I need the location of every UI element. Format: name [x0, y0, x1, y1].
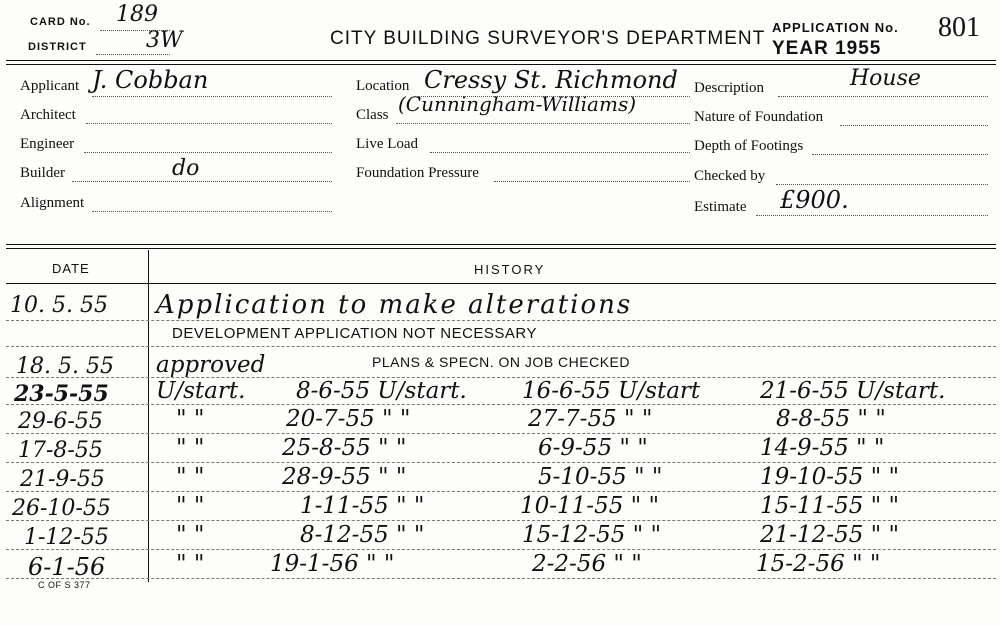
builder-label: Builder — [20, 165, 65, 181]
year-label: YEAR 1955 — [772, 38, 882, 59]
district-value: 3W — [146, 28, 183, 53]
history-entry: 5-10-55 " " — [538, 464, 663, 490]
history-entry: 21-6-55 U/start. — [760, 378, 946, 404]
nature-of-foundation-label: Nature of Foundation — [694, 109, 824, 125]
history-entry: 10-11-55 " " — [520, 493, 660, 519]
history-entry: " " — [176, 406, 205, 432]
builder-value: do — [172, 156, 200, 181]
row-date: 21-9-55 — [20, 467, 105, 492]
history-entry: U/start. — [156, 378, 246, 404]
department-title: CITY BUILDING SURVEYOR'S DEPARTMENT — [330, 28, 766, 49]
history-entry: " " — [176, 551, 205, 577]
history-entry: 21-12-55 " " — [760, 522, 900, 548]
engineer-label: Engineer — [20, 136, 75, 152]
history-entry: 27-7-55 " " — [528, 406, 653, 432]
history-entry: 15-11-55 " " — [760, 493, 900, 519]
history-entry: Application to make alterations — [156, 290, 633, 320]
history-entry: 25-8-55 " " — [282, 435, 407, 461]
row-date: 6-1-56 — [28, 553, 106, 581]
history-entry: " " — [176, 493, 205, 519]
architect-label: Architect — [20, 107, 76, 123]
row-date: 17-8-55 — [18, 438, 103, 463]
history-column-header: HISTORY — [474, 262, 546, 277]
checked-by-label: Checked by — [694, 168, 766, 184]
foundation-pressure-label: Foundation Pressure — [356, 165, 479, 181]
history-entry: 8-8-55 " " — [776, 406, 886, 432]
date-column-header: DATE — [52, 261, 90, 276]
history-entry: " " — [176, 522, 205, 548]
row-date: 23-5-55 — [14, 381, 109, 407]
history-entry: 14-9-55 " " — [760, 435, 885, 461]
history-entry: 20-7-55 " " — [286, 406, 411, 432]
history-entry: 6-9-55 " " — [538, 435, 648, 461]
history-entry: " " — [176, 435, 205, 461]
history-entry: 28-9-55 " " — [282, 464, 407, 490]
row-date: 10. 5. 55 — [10, 293, 108, 318]
estimate-value: £900. — [780, 186, 849, 214]
class-value: (Cunningham-Williams) — [398, 92, 637, 116]
applicant-label: Applicant — [20, 78, 80, 94]
history-entry: 16-6-55 U/start — [522, 378, 701, 404]
history-entry: 8-6-55 U/start. — [296, 378, 467, 404]
class-label: Class — [356, 107, 389, 123]
history-entry: 1-11-55 " " — [300, 493, 425, 519]
history-entry: 8-12-55 " " — [300, 522, 425, 548]
form-code: C OF S 377 — [38, 580, 91, 590]
history-entry: 2-2-56 " " — [532, 551, 642, 577]
history-entry: 19-10-55 " " — [760, 464, 900, 490]
history-entry: 15-2-56 " " — [756, 551, 881, 577]
card-no-label: CARD No. — [30, 16, 91, 28]
row-date: 18. 5. 55 — [16, 354, 114, 379]
location-label: Location — [356, 78, 410, 94]
applicant-value: J. Cobban — [92, 66, 209, 94]
application-no-label: APPLICATION No. — [772, 20, 899, 35]
alignment-label: Alignment — [20, 195, 85, 211]
row-date: 26-10-55 — [12, 496, 111, 521]
description-value: House — [850, 66, 921, 91]
description-label: Description — [694, 80, 764, 96]
history-entry: 19-1-56 " " — [270, 551, 395, 577]
development-stamp: DEVELOPMENT APPLICATION NOT NECESSARY — [172, 325, 537, 342]
row-date: 1-12-55 — [24, 525, 109, 550]
row-date: 29-6-55 — [18, 409, 103, 434]
history-entry: 15-12-55 " " — [522, 522, 662, 548]
application-no-value: 801 — [938, 12, 980, 43]
history-entry: approved — [156, 352, 266, 378]
live-load-label: Live Load — [356, 136, 419, 152]
history-entry: " " — [176, 464, 205, 490]
district-label: DISTRICT — [28, 41, 87, 53]
plans-stamp: PLANS & SPECN. ON JOB CHECKED — [372, 354, 631, 370]
location-value: Cressy St. Richmond — [424, 66, 678, 94]
estimate-label: Estimate — [694, 199, 747, 215]
card-no-value: 189 — [116, 2, 158, 27]
depth-of-footings-label: Depth of Footings — [694, 138, 804, 154]
